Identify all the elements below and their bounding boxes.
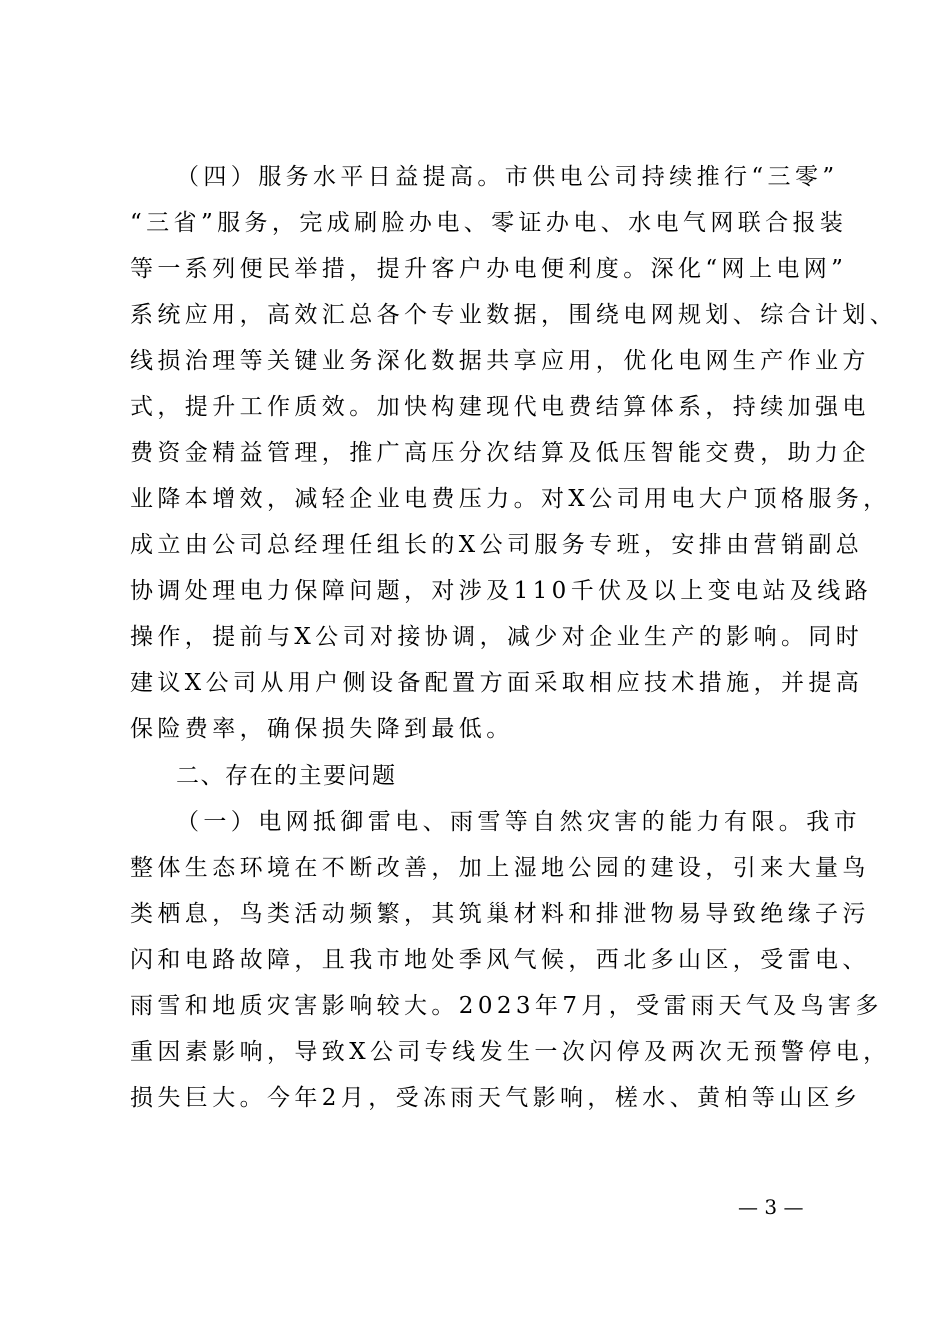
paragraph-line: 线损治理等关键业务深化数据共享应用，优化电网生产作业方: [130, 348, 870, 374]
paragraph-line: 类栖息，鸟类活动频繁，其筑巢材料和排泄物易导致绝缘子污: [130, 901, 870, 927]
paragraph-line: （四）服务水平日益提高。市供电公司持续推行“三零”: [176, 164, 839, 190]
paragraph-line: （一）电网抵御雷电、雨雪等自然灾害的能力有限。我市: [176, 809, 861, 835]
paragraph-line: 成立由公司总经理任组长的X公司服务专班，安排由营销副总: [130, 532, 864, 558]
page-number: — 3 —: [738, 1195, 804, 1219]
paragraph-line: 操作，提前与X公司对接协调，减少对企业生产的影响。同时: [130, 624, 864, 650]
paragraph-line: 雨雪和地质灾害影响较大。2023年7月，受雷雨天气及鸟害多: [130, 993, 883, 1019]
paragraph-line: 式，提升工作质效。加快构建现代电费结算体系，持续加强电: [130, 394, 870, 420]
paragraph-line: 协调处理电力保障问题，对涉及110千伏及以上变电站及线路: [130, 578, 873, 604]
paragraph-line: 业降本增效，减轻企业电费压力。对X公司用电大户顶格服务，: [130, 486, 891, 512]
paragraph-line: 保险费率，确保损失降到最低。: [130, 716, 514, 742]
paragraph-line: 损失巨大。今年2月，受冻雨天气影响，槎水、黄柏等山区乡: [130, 1085, 862, 1111]
section-heading: 二、存在的主要问题: [176, 763, 397, 789]
paragraph-line: 系统应用，高效汇总各个专业数据，围绕电网规划、综合计划、: [130, 302, 898, 328]
paragraph-line: 建议X公司从用户侧设备配置方面采取相应技术措施，并提高: [130, 670, 864, 696]
paragraph-line: 闪和电路故障，且我市地处季风气候，西北多山区，受雷电、: [130, 947, 870, 973]
paragraph-line: 费资金精益管理，推广高压分次结算及低压智能交费，助力企: [130, 440, 870, 466]
paragraph-line: 整体生态环境在不断改善，加上湿地公园的建设，引来大量鸟: [130, 855, 870, 881]
paragraph-line: 等一系列便民举措，提升客户办电便利度。深化“网上电网”: [130, 256, 848, 282]
paragraph-line: 重因素影响，导致X公司专线发生一次闪停及两次无预警停电，: [130, 1039, 891, 1065]
paragraph-line: “三省”服务，完成刷脸办电、零证办电、水电气网联合报装: [130, 210, 848, 236]
